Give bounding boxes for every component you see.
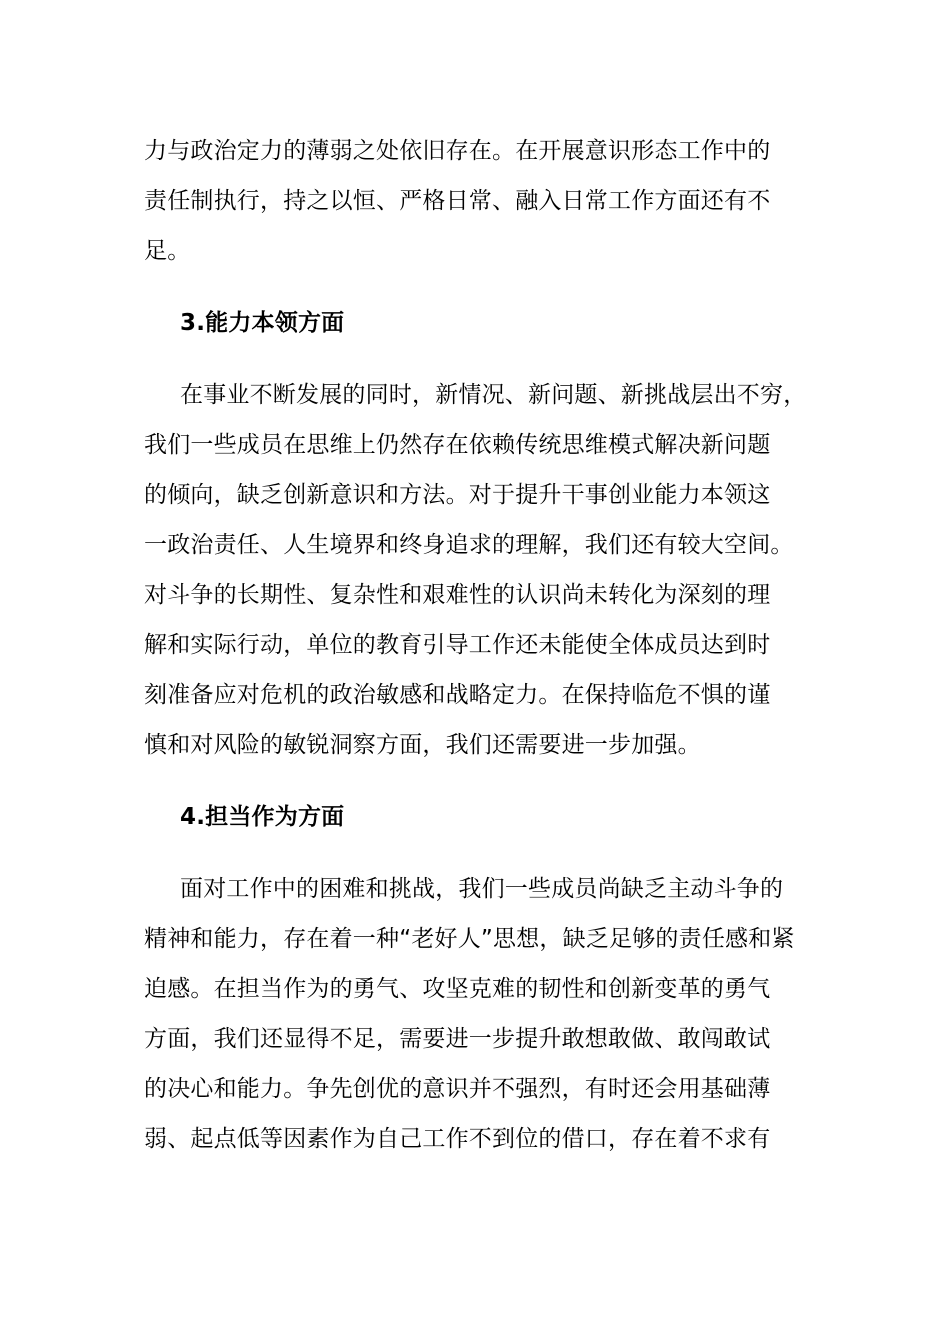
body-text-line: 对斗争的长期性、复杂性和艰难性的认识尚未转化为深刻的理	[144, 582, 771, 608]
body-text-line: 精神和能力，存在着一种“老好人”思想，缺乏足够的责任感和紧	[144, 926, 795, 952]
body-text-line: 迫感。在担当作为的勇气、攻坚克难的韧性和创新变革的勇气	[144, 976, 771, 1002]
body-text-line: 的倾向，缺乏创新意识和方法。对于提升干事创业能力本领这	[144, 482, 771, 508]
section-heading-3: 3.能力本领方面	[180, 310, 345, 336]
body-text-line: 的决心和能力。争先创优的意识并不强烈，有时还会用基础薄	[144, 1076, 771, 1102]
body-text-line: 面对工作中的困难和挑战，我们一些成员尚缺乏主动斗争的	[180, 876, 784, 902]
body-text-line: 责任制执行，持之以恒、严格日常、融入日常工作方面还有不	[144, 188, 771, 214]
body-text-line: 方面，我们还显得不足，需要进一步提升敢想敢做、敢闯敢试	[144, 1026, 771, 1052]
section-heading-4: 4.担当作为方面	[180, 804, 345, 830]
body-text-line: 慎和对风险的敏锐洞察方面，我们还需要进一步加强。	[144, 732, 701, 758]
body-text-line: 我们一些成员在思维上仍然存在依赖传统思维模式解决新问题	[144, 432, 771, 458]
body-text-line: 足。	[144, 238, 191, 264]
body-text-line: 弱、起点低等因素作为自己工作不到位的借口，存在着不求有	[144, 1126, 771, 1152]
body-text-line: 力与政治定力的薄弱之处依旧存在。在开展意识形态工作中的	[144, 138, 771, 164]
body-text-line: 一政治责任、人生境界和终身追求的理解，我们还有较大空间。	[144, 532, 794, 558]
body-text-line: 刻准备应对危机的政治敏感和战略定力。在保持临危不惧的谨	[144, 682, 771, 708]
body-text-line: 解和实际行动，单位的教育引导工作还未能使全体成员达到时	[144, 632, 771, 658]
body-text-line: 在事业不断发展的同时，新情况、新问题、新挑战层出不穷，	[180, 382, 807, 408]
